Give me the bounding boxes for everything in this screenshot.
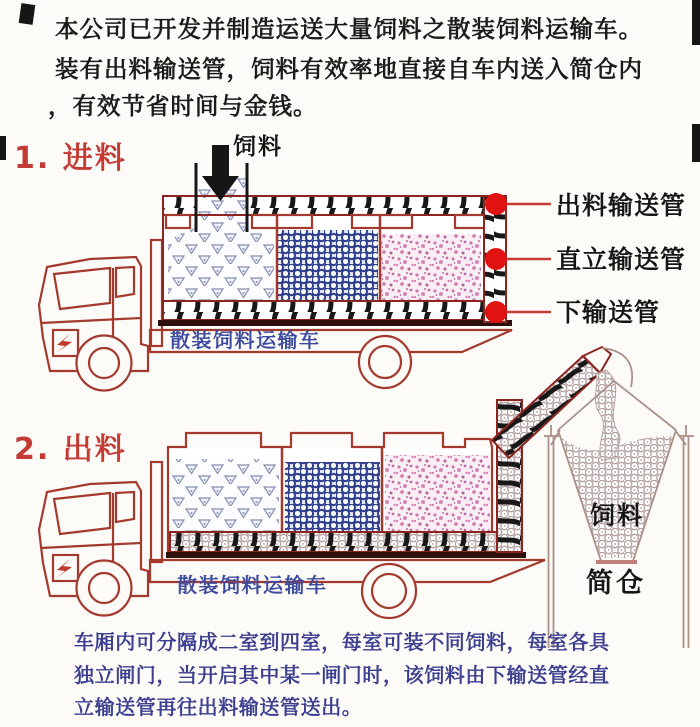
- section-1-title: 1. 进料: [14, 141, 127, 176]
- truck2-headboard: [151, 462, 162, 562]
- silo-name-label: 简仓: [586, 568, 646, 599]
- truck2-compartment2-feed-blue: [285, 462, 380, 532]
- truck2-cab: [39, 482, 148, 616]
- discharge-pipe-label: 出料输送管: [556, 191, 687, 220]
- intro-line-1: 本公司已开发并制造运送大量饲料之散装饲料运输车。: [55, 15, 643, 43]
- footer-paragraph: [74, 630, 610, 719]
- silo-feed-fill: [560, 436, 674, 558]
- truck2-compartment3-feed-pink: [385, 455, 490, 532]
- truck2-name-label: 散装饲料运输车: [177, 573, 328, 597]
- truck2-compartment1-feed-triangle: [172, 459, 279, 532]
- section-2-title: 2. 出料: [14, 432, 127, 467]
- truck2-unloading-diagram: [39, 347, 632, 618]
- truck2-bottom-pipe: [166, 532, 526, 558]
- feed-in-label: 饲料: [233, 134, 283, 160]
- vertical-pipe-label: 直立输送管: [556, 245, 687, 274]
- footer-line-3: 立输送管再往出料输送管送出。: [74, 695, 363, 719]
- silo-diagram: [544, 370, 694, 648]
- pipe-callouts: [485, 191, 686, 327]
- intro-line-3: ，有效节省时间与金钱。: [48, 92, 318, 120]
- intro-line-2: 装有出料输送管，饲料有效率地直接自车内送入简仓内: [55, 55, 643, 83]
- truck1-cab: [39, 257, 148, 391]
- lower-pipe-dot: [485, 301, 507, 323]
- truck1-bottom-pipe: [158, 301, 512, 326]
- intro-paragraph: [48, 15, 643, 120]
- truck1-rear-wheel: [359, 336, 411, 388]
- silo-feed-label: 饲料: [590, 501, 645, 530]
- vertical-pipe-dot: [485, 248, 507, 270]
- truck1-name-label: 散装饲料运输车: [170, 328, 321, 352]
- lower-pipe-label: 下输送管: [556, 298, 661, 327]
- truck1-top-discharge-pipe: [163, 196, 495, 215]
- truck2-rear-wheel: [362, 564, 416, 618]
- footer-line-1: 车厢内可分隔成二室到四室，每室可装不同饲料，每室各具: [74, 630, 610, 654]
- footer-line-2: 独立闸门，当开启其中某一闸门时，该饲料由下输送管经直: [74, 663, 610, 687]
- discharge-pipe-dot: [485, 193, 507, 215]
